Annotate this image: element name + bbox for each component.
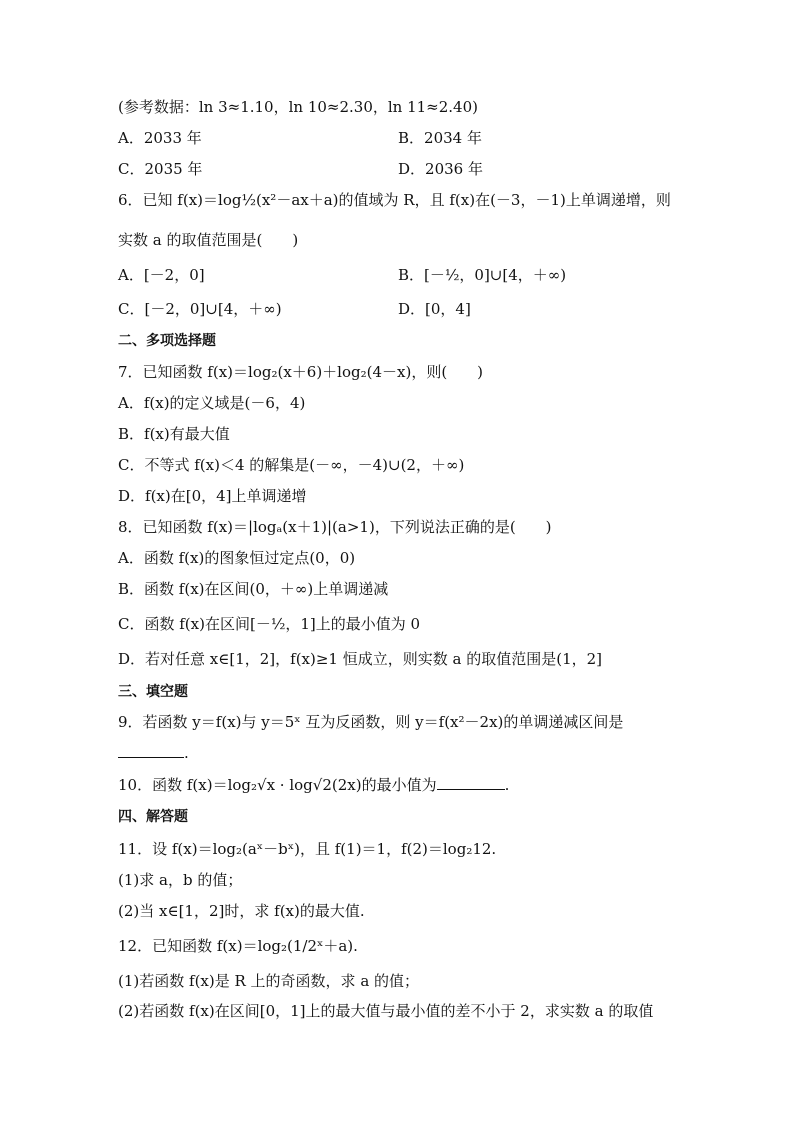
q10-line — [118, 775, 509, 795]
q10-blank — [437, 775, 505, 790]
q6-option-d: D．[0，4] — [398, 300, 471, 318]
reference-data: (参考数据：ln 3≈1.10，ln 10≈2.30，ln 11≈2.40) — [118, 98, 479, 116]
q5-option-c: C．2035 年 — [118, 160, 203, 178]
q8-option-a: A．函数 f(x)的图象恒过定点(0，0) — [118, 549, 356, 567]
q10-tail: . — [504, 776, 510, 794]
q12-part1: (1)若函数 f(x)是 R 上的奇函数，求 a 的值； — [118, 972, 420, 990]
q7-option-c: C．不等式 f(x)＜4 的解集是(－∞，－4)∪(2，＋∞) — [118, 456, 465, 474]
q11-part2: (2)当 x∈[1，2]时，求 f(x)的最大值. — [118, 902, 365, 920]
q8-option-c: C．函数 f(x)在区间[－½，1]上的最小值为 0 — [118, 615, 421, 633]
q8-option-b: B．函数 f(x)在区间(0，＋∞)上单调递减 — [118, 580, 389, 598]
q11-stem: 11．设 f(x)＝log₂(aˣ－bˣ)，且 f(1)＝1，f(2)＝log₂12. — [118, 840, 497, 858]
q6-option-a: A．[－2，0] — [118, 266, 205, 284]
section-multiple-choice: 二、多项选择题 — [118, 333, 216, 349]
q8-option-d: D．若对任意 x∈[1，2]，f(x)≥1 恒成立，则实数 a 的取值范围是(1，2] — [118, 650, 603, 668]
q12-stem: 12．已知函数 f(x)＝log₂(1/2ˣ＋a). — [118, 937, 358, 955]
q7-stem: 7．已知函数 f(x)＝log₂(x＋6)＋log₂(4－x)，则( ) — [118, 363, 484, 381]
q5-option-a: A．2033 年 — [118, 129, 202, 147]
q7-option-d: D．f(x)在[0，4]上单调递增 — [118, 487, 307, 505]
q11-part1: (1)求 a，b 的值； — [118, 871, 243, 889]
q6-option-b: B．[－½，0]∪[4，＋∞) — [398, 266, 567, 284]
section-solutions: 四、解答题 — [118, 809, 188, 825]
q6-option-c: C．[－2，0]∪[4，＋∞) — [118, 300, 282, 318]
q10-stem: 10．函数 f(x)＝log₂√x · log√2(2x)的最小值为 — [118, 776, 437, 794]
q7-option-a: A．f(x)的定义域是(－6，4) — [118, 394, 306, 412]
section-fill-in: 三、填空题 — [118, 684, 188, 700]
q9-tail: . — [184, 744, 189, 762]
q9-stem: 9．若函数 y＝f(x)与 y＝5ˣ 互为反函数，则 y＝f(x²－2x)的单调递减区间是 — [118, 713, 624, 731]
q9-answer-line — [118, 743, 189, 763]
q12-part2: (2)若函数 f(x)在区间[0，1]上的最大值与最小值的差不小于 2，求实数 a 的取值 — [118, 1002, 654, 1020]
q9-blank — [118, 743, 184, 758]
q6-stem-line1: 6．已知 f(x)＝log½(x²－ax＋a)的值域为 R，且 f(x)在(－3，－1)上单调递增，则 — [118, 191, 671, 209]
q6-stem-line2: 实数 a 的取值范围是( ) — [118, 231, 299, 249]
q8-stem: 8．已知函数 f(x)＝|logₐ(x＋1)|(a>1)，下列说法正确的是( ) — [118, 518, 552, 536]
q5-option-b: B．2034 年 — [398, 129, 482, 147]
q7-option-b: B．f(x)有最大值 — [118, 425, 230, 443]
q5-option-d: D．2036 年 — [398, 160, 483, 178]
